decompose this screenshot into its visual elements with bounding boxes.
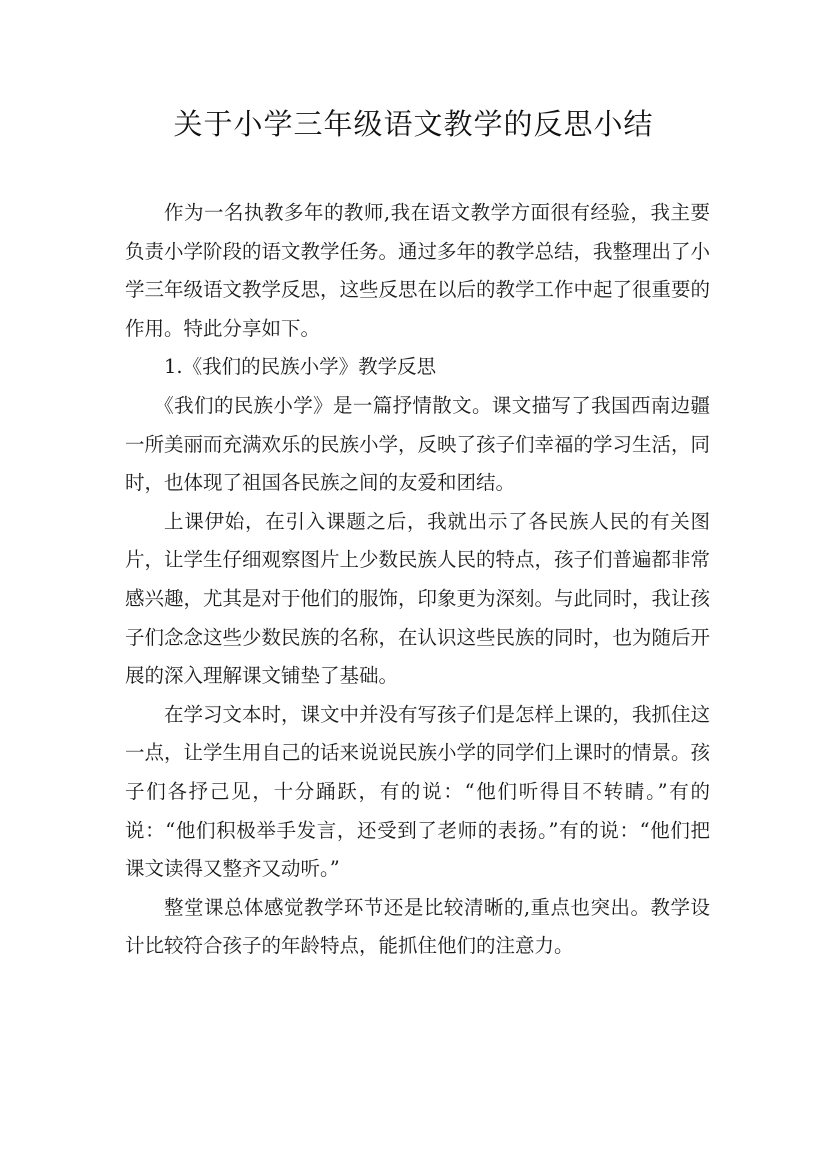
paragraph-opening: 上课伊始，在引入课题之后，我就出示了各民族人民的有关图片，让学生仔细观察图片上少数民族人民的特点，孩子们普遍都非常感兴趣，尤其是对于他们的服饰，印象更为深刻。与此同时，我让孩子们念念这些少数民族的名称，在认识这些民族的同时，也为随后开展的深入理解课文铺垫了基础。: [125, 509, 711, 688]
paragraph-summary: 《我们的民族小学》是一篇抒情散文。课文描写了我国西南边疆一所美丽而充满欢乐的民族小学，反映了孩子们幸福的学习生活，同时，也体现了祖国各民族之间的友爱和团结。: [125, 393, 711, 495]
section-heading-1: 1.《我们的民族小学》教学反思: [164, 355, 437, 379]
paragraph-conclusion: 整堂课总体感觉教学环节还是比较清晰的,重点也突出。教学设计比较符合孩子的年龄特点，能抓住他们的注意力。: [125, 895, 710, 958]
document-body: [125, 194, 710, 966]
paragraph-text-study: 在学习文本时，课文中并没有写孩子们是怎样上课的，我抓住这一点，让学生用自己的话来说说民族小学的同学们上课时的情景。孩子们各抒己见，十分踊跃，有的说：“他们听得目不转睛。”有的说：“他们积极举手发言，还受到了老师的表扬。”有的说：“他们把课文读得又整齐又动听。”: [125, 702, 711, 881]
document-title: 关于小学三年级语文教学的反思小结: [173, 107, 654, 141]
paragraph-intro: 作为一名执教多年的教师,我在语文教学方面很有经验，我主要负责小学阶段的语文教学任务。通过多年的教学总结，我整理出了小学三年级语文教学反思，这些反思在以后的教学工作中起了很重要的作用。特此分享如下。: [125, 201, 711, 340]
